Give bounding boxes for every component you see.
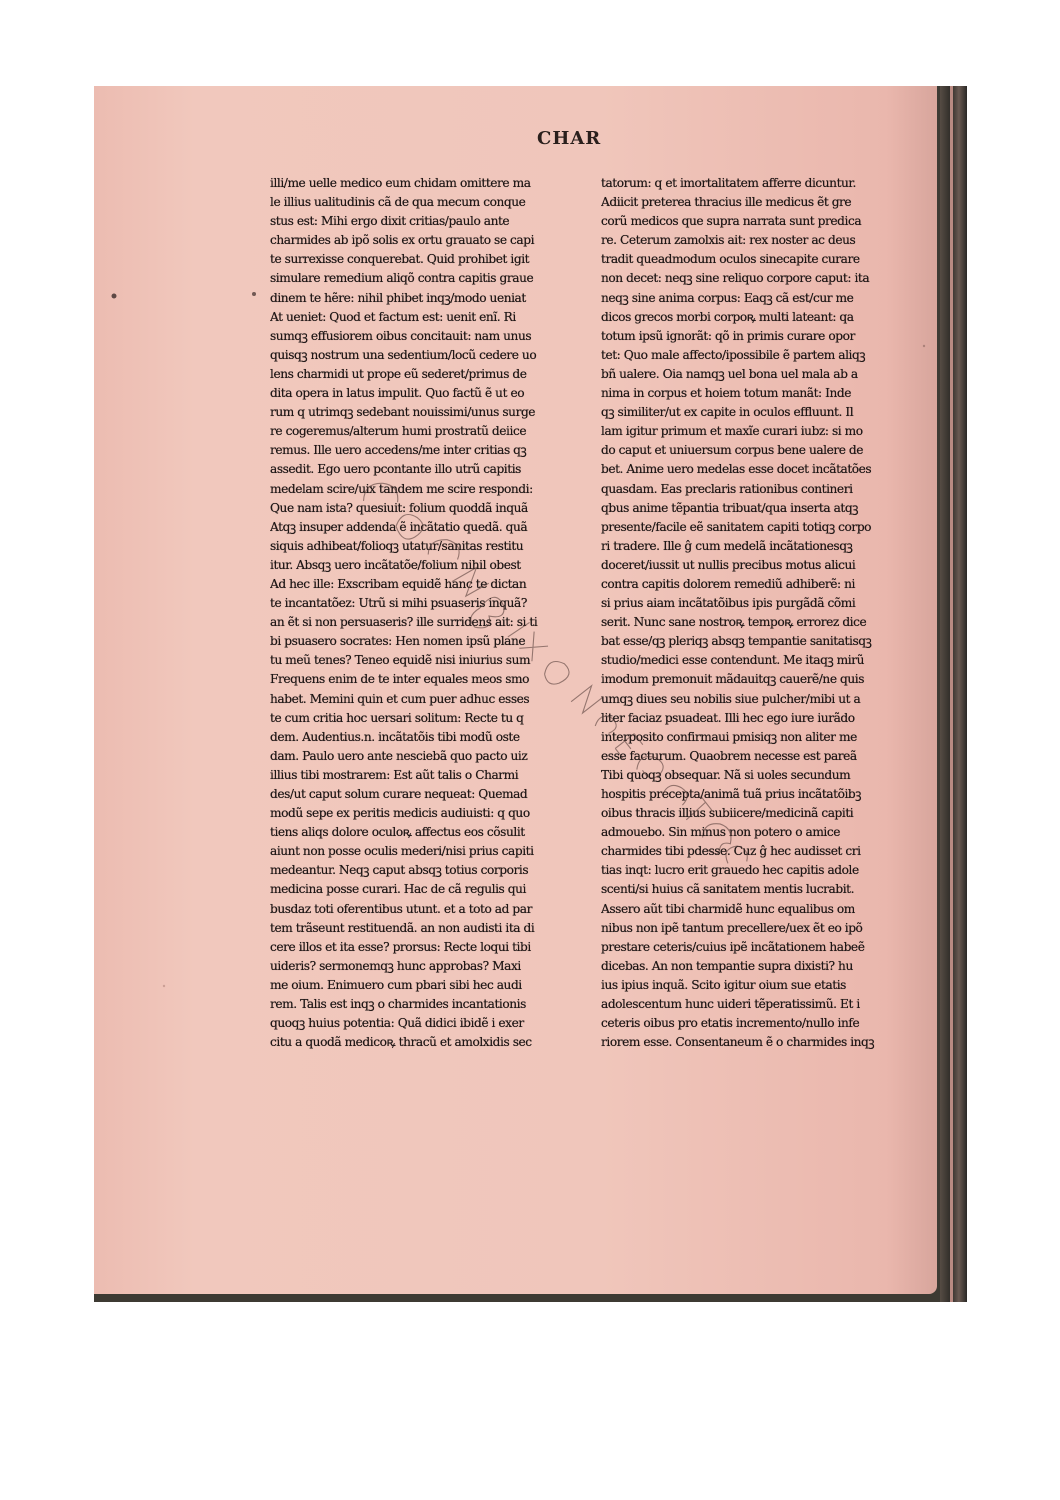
page-scan: [94, 86, 967, 1302]
text-line: scenti/si huius cã sanitatem mentis lucrabit.: [601, 882, 855, 897]
text-line: neqꝫ sine anima corpus: Eaqꝫ cã est/cur me: [601, 290, 854, 305]
text-line: tatorum: q et imortalitatem afferre dicuntur.: [601, 176, 856, 190]
text-line: imodum premonuit mãdauitqꝫ cauerẽ/ne quis: [601, 672, 865, 687]
text-line: doceret/iussit ut nullis precibus motus alicui: [601, 557, 856, 572]
text-line: remus. Ille uero accedens/me inter critias qꝫ: [270, 443, 527, 458]
text-line: dita opera in latus impulit. Quo factũ ẽ ut eo: [270, 386, 525, 401]
text-line: dicebas. An non tempantie supra dixisti? hu: [601, 958, 853, 973]
text-line: cere illos et ita esse? prorsus: Recte loqui tibi: [270, 939, 531, 954]
text-line: modũ sepe ex peritis medicis audiuisti: q quo: [270, 806, 530, 821]
text-line: tem trãseunt restituendã. an non audisti ita di: [270, 920, 535, 935]
text-line: charmides tibi pdesse. Cuz ĝ hec audisset cri: [601, 844, 861, 859]
text-line: illi/me uelle medico eum chidam omittere ma: [270, 176, 531, 190]
text-line: medicina posse curari. Hac de cã regulis qui: [270, 882, 526, 897]
text-line: te surrexisse conquerebat. Quid prohibet igit: [270, 252, 530, 267]
next-leaf-edge: [950, 86, 953, 1302]
text-line: me oium. Enimuero cum pbari sibi hec audi: [270, 977, 522, 992]
text-line: tiens aliqs dolore oculoꝶ affectus eos cõsulit: [270, 825, 525, 840]
text-line: uideris? sermonemqꝫ hunc approbas? Maxi: [270, 958, 521, 973]
text-line: ius ipius inquã. Scito igitur oium sue etatis: [601, 977, 846, 992]
text-line: stus est: Mihi ergo dixit critias/paulo ante: [270, 214, 510, 229]
left-text-column: [270, 174, 592, 1052]
text-line: te incantatõez: Utrũ si mihi psuaseris inquã?: [270, 596, 527, 611]
text-line: admouebo. Sin minus non potero o amice: [601, 825, 841, 840]
text-line: itur. Absqꝫ uero incãtatõe/folium nihil obest: [270, 557, 521, 572]
right-text-column: [601, 174, 927, 1052]
text-line: re cogeremus/alterum humi prostratũ deiice: [270, 424, 527, 439]
text-line: sumqꝫ effusiorem oibus concitauit: nam unus: [270, 328, 532, 343]
text-line: tet: Quo male affecto/ipossibile ẽ partem aliqꝫ: [601, 347, 866, 362]
text-line: dam. Paulo uero ante nesciebã quo pacto uiz: [270, 748, 528, 763]
text-line: rem. Talis est inqꝫ o charmides incantationis: [270, 997, 526, 1012]
text-line: simulare remedium aliqõ contra capitis graue: [270, 271, 534, 286]
text-line: bñ ualere. Oia namqꝫ uel bona uel mala ab a: [601, 366, 858, 381]
text-line: le illius ualitudinis cã de qua mecum conque: [270, 195, 526, 210]
text-line: umqꝫ diues seu nobilis siue pulcher/mibi ut a: [601, 691, 861, 706]
text-line: corũ medicos que supra narrata sunt predica: [601, 214, 862, 229]
text-line: studio/medici esse contendunt. Me itaqꝫ mirũ: [601, 653, 864, 668]
text-line: re. Ceterum zamolxis ait: rex noster ac deus: [601, 233, 856, 248]
text-line: quasdam. Eas preclaris rationibus contineri: [601, 481, 853, 496]
text-line: assedit. Ego uero pcontante illo utrũ capitis: [270, 462, 521, 477]
text-line: Assero aũt tibi charmidẽ hunc equalibus om: [601, 901, 855, 916]
text-line: Tibi quoqꝫ obsequar. Nã si uoles secundum: [601, 767, 851, 782]
text-line: prestare ceteris/cuius ipẽ incãtationem habeẽ: [601, 939, 865, 954]
text-line: riorem esse. Consentaneum ẽ o charmides inqꝫ: [601, 1035, 875, 1050]
text-line: esse facturum. Quaobrem necesse est pareã: [601, 748, 857, 763]
text-line: totum ipsũ ignorãt: qõ in primis curare opor: [601, 328, 855, 343]
text-line: te cum critia hoc uersari solitum: Recte tu q: [270, 710, 524, 725]
text-line: illius tibi mostrarem: Est aũt talis o Charmi: [270, 767, 519, 782]
text-line: nibus non ipẽ tantum precellere/uex ẽt eo ipõ: [601, 920, 863, 935]
text-line: non decet: neqꝫ sine reliquo corpore caput: ita: [601, 271, 870, 286]
book-leaf: [94, 86, 937, 1294]
text-line: medelam scire/uix tandem me scire respondi:: [270, 481, 533, 496]
running-head: CHAR: [537, 128, 602, 149]
text-line: serit. Nunc sane nostroꝶ tempoꝶ errorez dice: [601, 615, 867, 630]
text-line: des/ut caput solum curare nequeat: Quemad: [270, 787, 528, 801]
text-line: habet. Memini quin et cum puer adhuc esses: [270, 691, 530, 706]
text-line: bi psuasero socrates: Hen nomen ipsũ plane: [270, 634, 526, 649]
text-line: si prius aiam incãtatõibus ipis purgãdã cõmi: [601, 596, 856, 611]
text-line: At ueniet: Quod et factum est: uenit enĩ. Ri: [270, 309, 516, 324]
text-line: busdaz toti oferentibus utunt. et a toto ad par: [270, 901, 532, 916]
text-line: qꝫ similiter/ut ex capite in oculos effluunt. Il: [601, 405, 854, 420]
text-line: hospitis precepta/animã tuã prius incãtatõibꝫ: [601, 787, 862, 801]
text-line: lam igitur primum et maxĩe curari iubz: si mo: [601, 424, 863, 439]
text-line: adolescentum hunc uideri tẽperatissimũ. Et i: [601, 997, 860, 1012]
text-line: oibus thracis illius subiicere/medicinã capiti: [601, 806, 854, 821]
text-line: Atqꝫ insuper addenda ẽ incãtatio quedã. quã: [270, 519, 528, 534]
text-line: dem. Audentius.n. incãtatõis tibi modũ oste: [270, 729, 520, 744]
text-line: lens charmidi ut prope eũ sederet/primus de: [270, 366, 527, 381]
text-line: interposito confirmaui pmisiqꝫ non aliter me: [601, 729, 857, 744]
text-line: aiunt non posse oculis mederi/nisi prius capiti: [270, 844, 534, 859]
text-line: charmides ab ipõ solis ex ortu grauato se capi: [270, 233, 535, 248]
text-line: tradit queadmodum oculos sinecapite curare: [601, 252, 860, 267]
text-line: liter faciaz psuadeat. Illi hec ego iure iurãdo: [601, 710, 855, 725]
text-line: quisqꝫ nostrum una sedentium/locũ cedere uo: [270, 347, 537, 362]
text-line: Frequens enim de te inter equales meos smo: [270, 672, 530, 687]
text-line: ceteris oibus pro etatis incremento/nullo infe: [601, 1016, 860, 1031]
text-line: medeantur. Neqꝫ caput absqꝫ totius corporis: [270, 863, 529, 878]
text-line: do caput et uniuersum corpus bene ualere de: [601, 443, 864, 458]
text-line: Adiicit preterea thracius ille medicus ẽt gre: [601, 195, 852, 210]
text-line: an ẽt si non persuaseris? ille surridens ait: si ti: [270, 615, 538, 630]
text-line: Que nam ista? quesiuit: folium quoddã inquã: [270, 500, 528, 515]
text-line: dinem te hẽre: nihil phibet inqꝫ/modo ueniat: [270, 290, 526, 305]
text-line: tias inqt: lucro erit grauedo hec capitis adole: [601, 863, 859, 878]
text-line: citu a quodã medicoꝶ thracũ et amolxidis sec: [270, 1035, 532, 1050]
text-line: qbus anime tẽpantia tribuat/qua inserta atqꝫ: [601, 500, 859, 515]
text-line: siquis adhibeat/folioqꝫ utatur/sanitas restitu: [270, 538, 524, 553]
text-line: presente/facile eẽ sanitatem capiti totiqꝫ corpo: [601, 519, 872, 534]
text-line: quoqꝫ huius potentia: Quã didici ibidẽ i exer: [270, 1016, 524, 1031]
text-line: tu meũ tenes? Teneo equidẽ nisi iniurius sum: [270, 653, 531, 668]
text-line: bat esse/qꝫ pleriqꝫ absqꝫ tempantie sanitatisqꝫ: [601, 634, 872, 649]
text-line: bet. Anime uero medelas esse docet incãtatões: [601, 462, 872, 477]
text-line: nima in corpus et hoiem totum manãt: Inde: [601, 386, 852, 401]
text-line: contra capitis dolorem remediũ adhiberẽ: ni: [601, 576, 855, 591]
text-line: dicos grecos morbi corpoꝶ multi lateant: qa: [601, 309, 854, 324]
text-line: ri tradere. Ille ĝ cum medelã incãtationesqꝫ: [601, 538, 853, 553]
text-line: rum q utrimqꝫ sedebant nouissimi/unus surge: [270, 405, 536, 420]
binding-gutter: [940, 86, 967, 1302]
text-line: Ad hec ille: Exscribam equidẽ hanc te dictan: [270, 576, 527, 591]
